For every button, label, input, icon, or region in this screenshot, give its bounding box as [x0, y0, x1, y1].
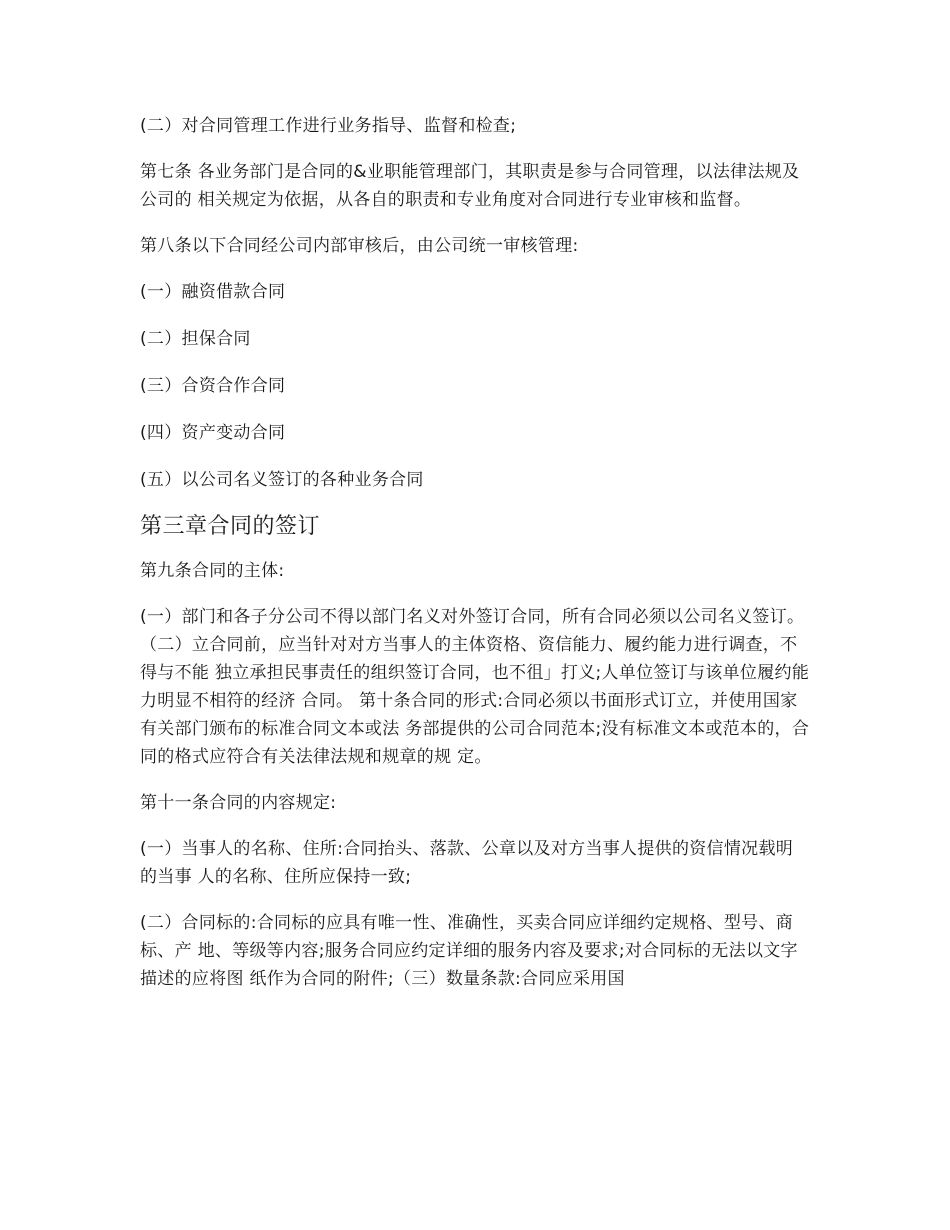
paragraph-article-7: 第七条 各业务部门是合同的&业职能管理部门，其职责是参与合同管理，以法律法规及公司的 相关规定为依据，从各自的职责和专业角度对合同进行专业审核和监督。: [140, 162, 800, 210]
paragraph-party-names: (一）当事人的名称、住所:合同抬头、落款、公章以及对方当事人提供的资信情况载明的当事 人的名称、住所应保持一致;: [140, 839, 794, 887]
paragraph-review-guidance: (二）对合同管理工作进行业务指导、监督和检查;: [140, 116, 517, 136]
paragraph-article-9: 第九条合同的主体:: [140, 561, 285, 581]
paragraph-article-11: 第十一条合同的内容规定:: [140, 793, 337, 813]
paragraph-contract-object: (二）合同标的:合同标的应具有唯一性、准确性，买卖合同应详细约定规格、型号、商标、产 地、等级等内容;服务合同应约定详细的服务内容及要求;对合同标的无法以文字描述的应将图 纸作为合同的附件;（三）数量条款:合同应采用国: [140, 913, 798, 989]
chapter-heading: 第三章合同的签订: [140, 514, 321, 539]
list-item-joint-venture-contract: (三）合资合作合同: [140, 376, 286, 396]
paragraph-article-8: 第八条以下合同经公司内部审核后，由公司统一审核管理:: [140, 236, 579, 256]
list-item-business-contracts: (五）以公司名义签订的各种业务合同: [140, 470, 424, 490]
document-page: [140, 112, 810, 1011]
list-item-financing-contract: (一）融资借款合同: [140, 282, 286, 302]
list-item-asset-change-contract: (四）资产变动合同: [140, 423, 286, 443]
list-item-guarantee-contract: (二）担保合同: [140, 329, 251, 349]
paragraph-contract-subject: (一）部门和各子分公司不得以部门名义对外签订合同，所有合同必须以公司名义签订。（二）立合同前，应当针对对方当事人的主体资格、资信能力、履约能力进行调查，不得与不能 独立承担民事责任的组织签订合同，也不徂」打义;人单位签订与该单位履约能力明显不相符的经济 合同。 第十条合同的形式:合同必须以书面形式订立，并使用国家有关部门颁布的标准合同文本或法 务部提供的公司合同范本;没有标准文本或范本的，合同的格式应符合有关法律法规和规章的规 定。: [140, 607, 810, 767]
